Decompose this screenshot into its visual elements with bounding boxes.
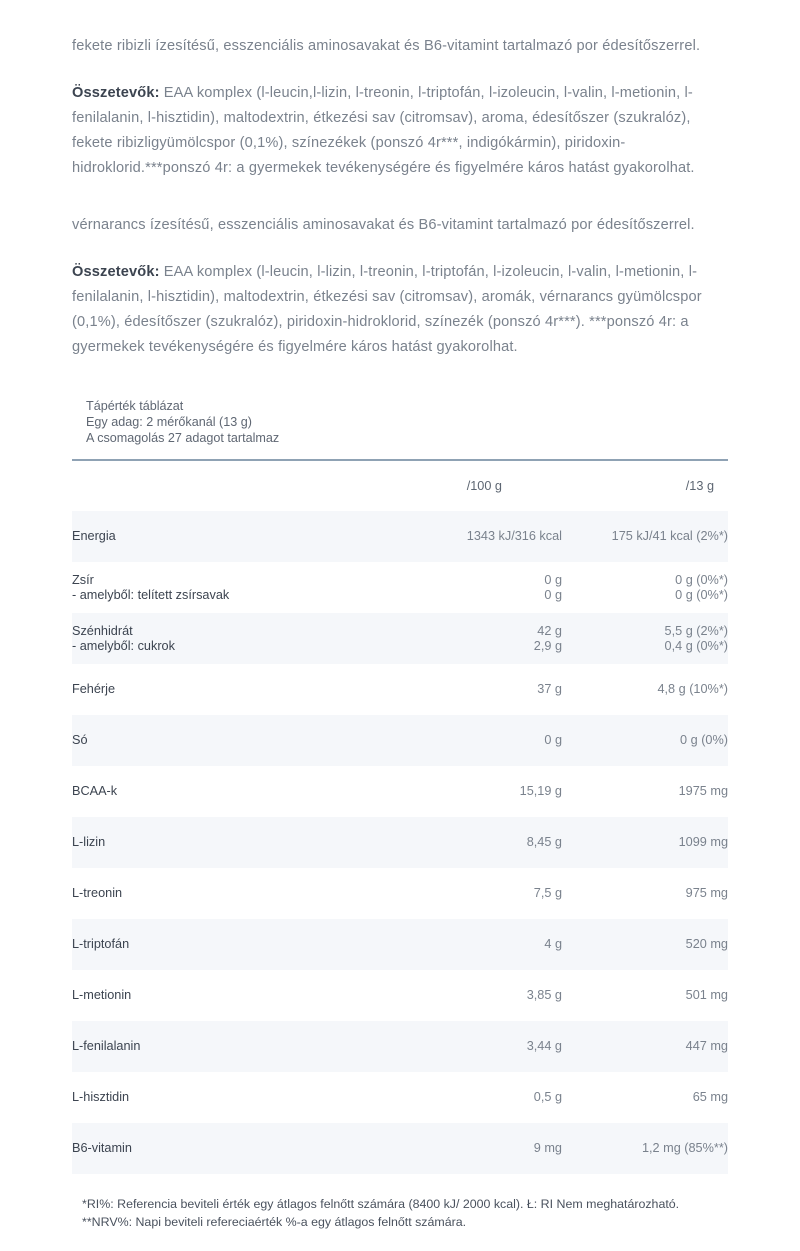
- footnote-nrv: **NRV%: Napi beviteli refereciaérték %-a egy átlagos felnőtt számára.: [82, 1215, 467, 1229]
- bloodorange-ingredients-text: EAA komplex (l-leucin, l-lizin, l-treonin, l-triptofán, l-izoleucin, l-valin, l-metionin, l-fenilalanin, l-hisztidin), maltodextrin, étkezési sav (citromsav), aromák, vérnarancs gyümölcspor (0,1%), édesítőszer (szukralóz), piridoxin-hidroklorid, színezék (ponszó 4r***). ***ponszó 4r: a gyermekek tevékenységére és figyelmére káros hatást gyakorolhat.: [72, 264, 702, 355]
- row-label-cell: [72, 613, 402, 664]
- row-value-per-100g: 15,19 g: [519, 784, 562, 798]
- row-label-cell: [72, 868, 402, 919]
- row-label: L-hisztidin: [72, 1090, 130, 1104]
- row-label: L-treonin: [72, 886, 123, 900]
- row-value-per-13g: 5,5 g (2%*) 0,4 g (0%*): [664, 623, 728, 653]
- row-value-per-100g: 3,85 g: [526, 988, 562, 1002]
- row-label: B6-vitamin: [72, 1141, 132, 1155]
- row-value-per-13g: 1,2 mg (85%**): [641, 1141, 728, 1155]
- column-header-per-100g: /100 g: [466, 479, 502, 493]
- table-row: [72, 1072, 728, 1123]
- row-value-per-13g: 4,8 g (10%*): [657, 682, 728, 696]
- table-row: [72, 868, 728, 919]
- row-value-per-13g: 0 g (0%*) 0 g (0%*): [675, 572, 728, 602]
- row-label: L-fenilalanin: [72, 1039, 141, 1053]
- table-footnotes: [72, 1174, 742, 1231]
- nutrition-title: Tápérték táblázat: [86, 399, 184, 413]
- row-label-cell: [72, 1021, 402, 1072]
- row-label-cell: [72, 562, 402, 613]
- row-value-per-100g: 1343 kJ/316 kcal: [466, 529, 562, 543]
- product-descriptions: [72, 24, 728, 362]
- row-value-per-100g: 0 g: [544, 733, 562, 747]
- row-label: L-metionin: [72, 988, 132, 1002]
- row-label: L-triptofán: [72, 937, 130, 951]
- row-label-cell: [72, 1123, 402, 1174]
- table-row: [72, 766, 728, 817]
- nutrition-table-body: [72, 511, 728, 1174]
- row-value-per-13g: 1099 mg: [678, 835, 728, 849]
- row-label: BCAA-k: [72, 784, 118, 798]
- row-value-per-13g: 65 mg: [692, 1090, 728, 1104]
- row-label: Szénhidrát: [72, 623, 133, 638]
- bloodorange-ingredients: [72, 242, 728, 362]
- row-value-per-13g: 1975 mg: [678, 784, 728, 798]
- row-label-cell: [72, 766, 402, 817]
- bloodorange-ingredients-label: Összetevők:: [72, 264, 160, 280]
- row-label-cell: [72, 919, 402, 970]
- row-value-per-100g: 4 g: [544, 937, 562, 951]
- row-label-cell: [72, 511, 402, 562]
- row-label-cell: [72, 1072, 402, 1123]
- table-row: [72, 817, 728, 868]
- row-sublabel: - amelyből: telített zsírsavak: [72, 587, 230, 602]
- row-value-per-100g: 3,44 g: [526, 1039, 562, 1053]
- row-sublabel: - amelyből: cukrok: [72, 638, 175, 653]
- table-row: [72, 511, 728, 562]
- table-row: [72, 613, 728, 664]
- row-value-per-100g: 8,45 g: [526, 835, 562, 849]
- blackcurrant-ingredients-text: EAA komplex (l-leucin,l-lizin, l-treonin, l-triptofán, l-izoleucin, l-valin, l-metionin, l-fenilalanin, l-hisztidin), maltodextrin, étkezési sav (citromsav), aroma, édesítőszer (szukralóz), fekete ribizligyümölcspor (0,1%), színezékek (ponszó 4r***, indigókármin), piridoxin-hidroklorid.***ponszó 4r: a gyermekek tevékenységére és figyelmére káros hatást gyakorolhat.: [72, 85, 695, 176]
- blackcurrant-ingredients: [72, 63, 728, 183]
- row-label-cell: [72, 817, 402, 868]
- row-label-cell: [72, 664, 402, 715]
- footnote-ri: *RI%: Referencia beviteli érték egy átlagos felnőtt számára (8400 kJ/ 2000 kcal). Ł: RI Nem meghatározható.: [82, 1197, 680, 1211]
- blackcurrant-ingredients-label: Összetevők:: [72, 85, 160, 101]
- bloodorange-description-text: vérnarancs ízesítésű, esszenciális aminosavakat és B6-vitamint tartalmazó por édesítőszerrel.: [72, 217, 695, 233]
- servings-per-pack: A csomagolás 27 adagot tartalmaz: [86, 431, 280, 445]
- nutrition-table-wrapper: [72, 459, 728, 1174]
- table-row: [72, 715, 728, 766]
- column-header-per-13g: /13 g: [685, 479, 714, 493]
- row-label: Fehérje: [72, 682, 116, 696]
- row-value-per-100g: 0,5 g: [533, 1090, 562, 1104]
- column-header-nutrient: [72, 461, 402, 511]
- row-label: Energia: [72, 529, 116, 543]
- row-value-per-100g: 42 g 2,9 g: [533, 623, 562, 653]
- row-label-cell: [72, 715, 402, 766]
- row-value-per-13g: 447 mg: [685, 1039, 728, 1053]
- row-value-per-13g: 0 g (0%): [680, 733, 728, 747]
- row-value-per-13g: 520 mg: [685, 937, 728, 951]
- row-value-per-100g: 37 g: [537, 682, 562, 696]
- serving-size: Egy adag: 2 mérőkanál (13 g): [86, 415, 252, 429]
- row-label: L-lizin: [72, 835, 106, 849]
- table-row: [72, 1021, 728, 1072]
- blackcurrant-description: [72, 24, 728, 63]
- row-label: Só: [72, 733, 88, 747]
- nutrition-table-heading: [72, 362, 728, 446]
- nutrition-table: [72, 461, 728, 1174]
- table-row: [72, 1123, 728, 1174]
- row-label-cell: [72, 970, 402, 1021]
- row-label: Zsír: [72, 572, 94, 587]
- row-value-per-100g: 7,5 g: [533, 886, 562, 900]
- table-row: [72, 664, 728, 715]
- table-header-row: [72, 461, 728, 511]
- table-row: [72, 562, 728, 613]
- blackcurrant-description-text: fekete ribizli ízesítésű, esszenciális aminosavakat és B6-vitamint tartalmazó por édesítőszerrel.: [72, 38, 701, 54]
- row-value-per-13g: 975 mg: [685, 886, 728, 900]
- row-value-per-13g: 501 mg: [685, 988, 728, 1002]
- row-value-per-13g: 175 kJ/41 kcal (2%*): [611, 529, 728, 543]
- row-value-per-100g: 0 g 0 g: [544, 572, 562, 602]
- table-row: [72, 919, 728, 970]
- row-value-per-100g: 9 mg: [533, 1141, 562, 1155]
- bloodorange-description: [72, 183, 728, 242]
- table-row: [72, 970, 728, 1021]
